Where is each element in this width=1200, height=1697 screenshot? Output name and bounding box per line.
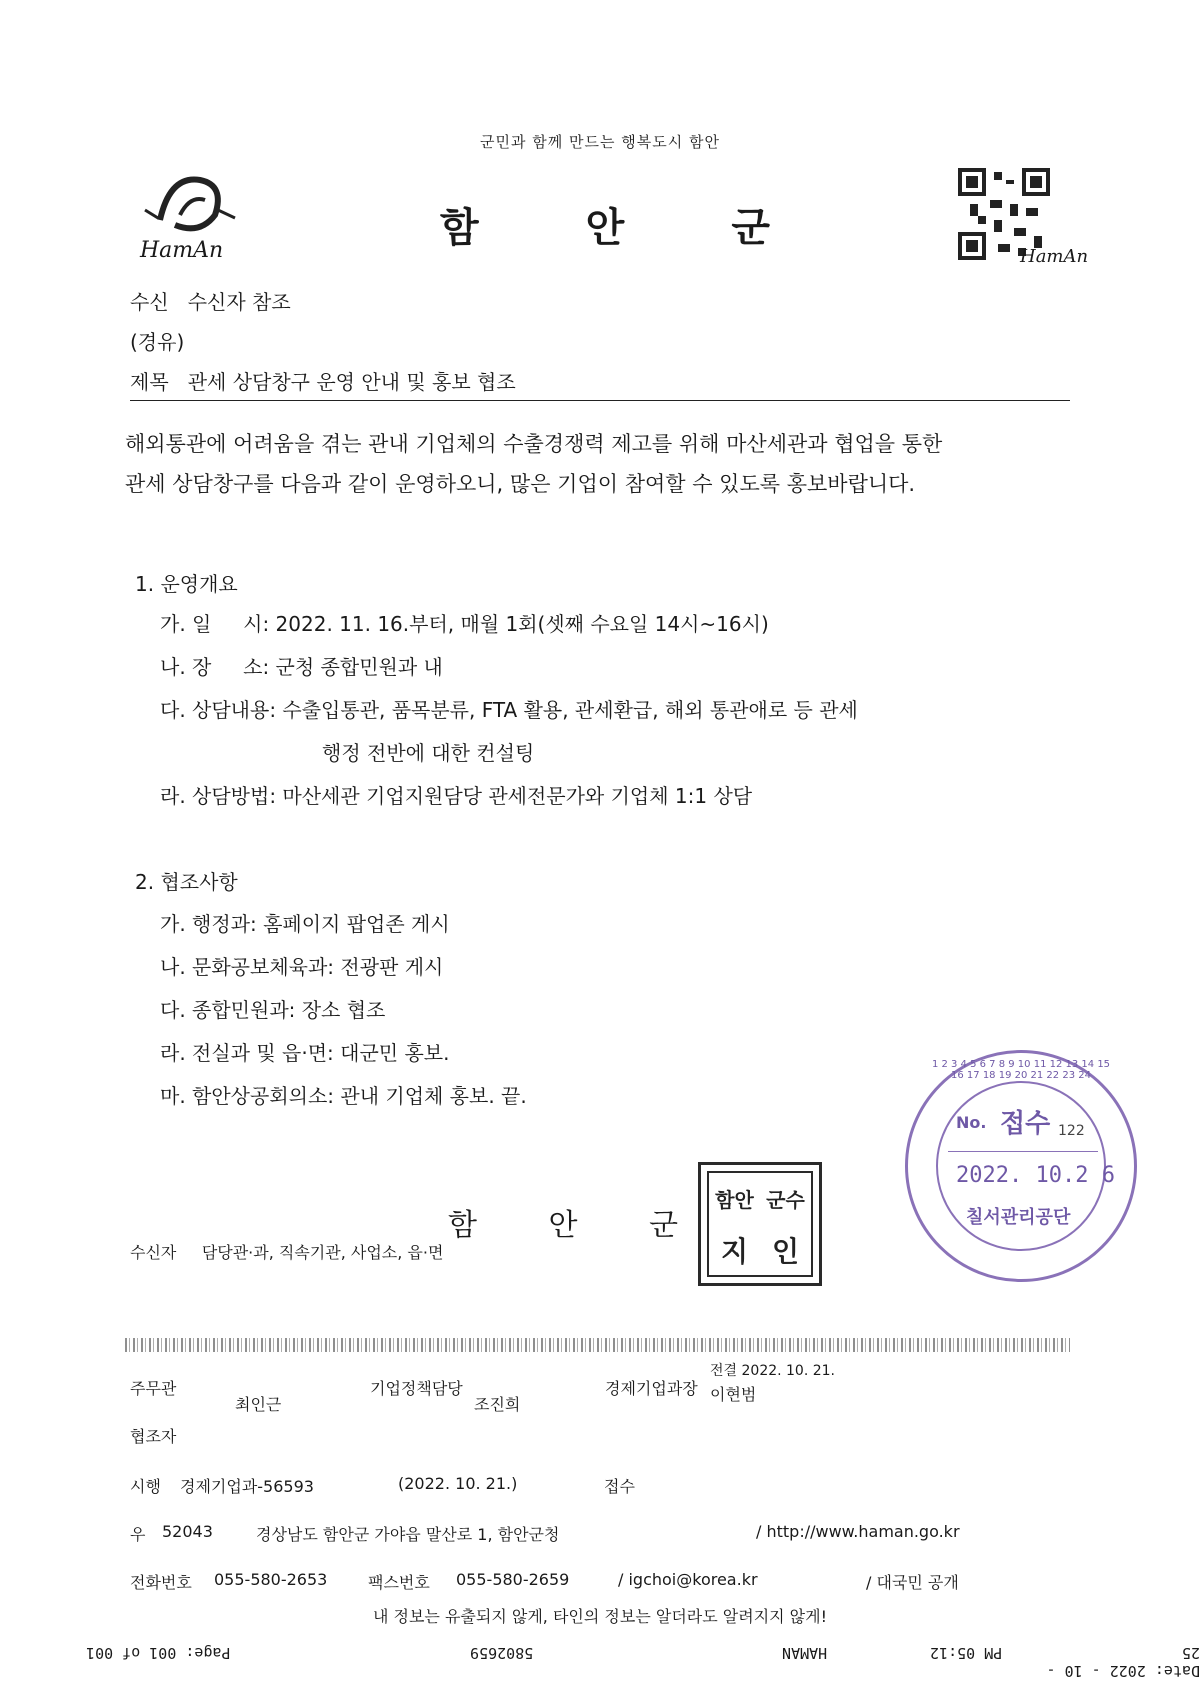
seal-char: 인 bbox=[771, 1234, 800, 1268]
approval-final: 전결 2022. 10. 21. bbox=[710, 1363, 836, 1379]
recipient-line bbox=[130, 286, 291, 315]
receipt-number: 122 bbox=[1058, 1123, 1085, 1139]
intro-line: 관세 상담창구를 다음과 같이 운영하오니, 많은 기업이 참여할 수 있도록 홍보바랍니다. bbox=[125, 472, 916, 496]
receipt-divider bbox=[948, 1151, 1098, 1152]
recipients-label: 수신자 bbox=[130, 1243, 177, 1262]
fax-number: 055-580-2659 bbox=[456, 1570, 570, 1589]
signature-name bbox=[448, 1200, 678, 1244]
logo-text: HamAn bbox=[140, 238, 224, 263]
section2-item: 나. 문화공보체육과: 전광판 게시 bbox=[160, 955, 444, 979]
section2-item: 다. 종합민원과: 장소 협조 bbox=[160, 998, 386, 1022]
intro-line: 해외통관에 어려움을 겪는 관내 기업체의 수출경쟁력 제고를 위해 마산세관과 협업을 통한 bbox=[125, 432, 943, 456]
receipt-title: 접수 bbox=[1000, 1109, 1051, 1139]
signature-char: 군 bbox=[649, 1208, 678, 1243]
fax-number-footer: 5802659 bbox=[470, 1644, 534, 1662]
org-char: 군 bbox=[731, 205, 770, 251]
recipient-label: 수신 bbox=[130, 290, 169, 314]
section1-item: 나. 장 소: 군청 종합민원과 내 bbox=[160, 655, 443, 679]
phone-number: 055-580-2653 bbox=[214, 1570, 328, 1589]
privacy-motto: 내 정보는 유출되지 않게, 타인의 정보는 알더라도 알려지지 않게! bbox=[372, 1607, 828, 1626]
subject-label: 제목 bbox=[130, 370, 169, 394]
org-name bbox=[440, 196, 770, 253]
enforce-date: (2022. 10. 21.) bbox=[398, 1474, 518, 1493]
signature-char: 함 bbox=[448, 1208, 477, 1243]
approval-name: 이현범 bbox=[710, 1385, 757, 1404]
section2-item: 라. 전실과 및 읍·면: 대군민 홍보. bbox=[160, 1041, 450, 1065]
official-seal bbox=[698, 1162, 822, 1286]
scan-noise-bar bbox=[125, 1338, 1070, 1352]
approval-role: 주무관 bbox=[130, 1379, 177, 1398]
slogan: 군민과 함께 만드는 행복도시 함안 bbox=[480, 133, 720, 151]
seal-char: 지 bbox=[720, 1234, 749, 1268]
fax-page: Page: 001 of 001 bbox=[86, 1644, 231, 1662]
approval-role: 기업정책담당 bbox=[370, 1379, 463, 1398]
disclosure: / 대국민 공개 bbox=[866, 1573, 959, 1592]
section2-title: 2. 협조사항 bbox=[135, 870, 238, 894]
receive-label: 접수 bbox=[604, 1477, 635, 1496]
fax-time: PM 05:12 bbox=[930, 1644, 1003, 1662]
section1-item: 라. 상담방법: 마산세관 기업지원담당 관세전문가와 기업체 1:1 상담 bbox=[160, 784, 753, 808]
zip-code: 52043 bbox=[162, 1522, 213, 1541]
fax-date: Date: 2022 - 10 - 25 bbox=[1046, 1644, 1200, 1680]
phone-label: 전화번호 bbox=[130, 1573, 192, 1592]
recipients-value: 담당관·과, 직속기관, 사업소, 읍·면 bbox=[201, 1243, 444, 1262]
zip-label: 우 bbox=[130, 1525, 146, 1544]
enforce-label: 시행 bbox=[130, 1477, 161, 1496]
section1-title: 1. 운영개요 bbox=[135, 572, 238, 596]
homepage-link[interactable]: / http://www.haman.go.kr bbox=[756, 1522, 960, 1541]
receipt-no-label: No. bbox=[956, 1113, 987, 1132]
enforce-doc-no: 경제기업과-56593 bbox=[180, 1477, 314, 1496]
signature-char: 안 bbox=[548, 1208, 578, 1243]
recipient-value: 수신자 참조 bbox=[187, 290, 291, 314]
address: 경상남도 함안군 가야읍 말산로 1, 함안군청 bbox=[256, 1525, 560, 1544]
org-char: 함 bbox=[440, 205, 479, 251]
section1-item: 가. 일 시: 2022. 11. 16.부터, 매월 1회(셋째 수요일 14시~16시) bbox=[160, 612, 769, 636]
via-line: (경유) bbox=[130, 330, 185, 354]
approval-name: 최인근 bbox=[235, 1395, 282, 1414]
fax-footer bbox=[0, 1640, 1200, 1680]
section2-item: 가. 행정과: 홈페이지 팝업존 게시 bbox=[160, 912, 450, 936]
recipients-line bbox=[130, 1240, 443, 1263]
approval-role: 경제기업과장 bbox=[605, 1379, 698, 1398]
section2-item: 마. 함안상공회의소: 관내 기업체 홍보. 끝. bbox=[160, 1084, 527, 1108]
seal-char: 군수 bbox=[766, 1188, 805, 1212]
email-link[interactable]: / igchoi@korea.kr bbox=[618, 1570, 758, 1589]
coop-label: 협조자 bbox=[130, 1427, 177, 1446]
receipt-date: 2022. 10.2 6 bbox=[956, 1163, 1115, 1188]
subject-divider bbox=[130, 400, 1070, 401]
org-char: 안 bbox=[585, 205, 625, 251]
receipt-org: 칠서관리공단 bbox=[966, 1207, 1071, 1228]
seal-char: 함안 bbox=[715, 1188, 754, 1212]
section1-item: 다. 상담내용: 수출입통관, 품목분류, FTA 활용, 관세환급, 해외 통관애로 등 관세 bbox=[160, 698, 858, 722]
approval-name: 조진희 bbox=[474, 1395, 521, 1414]
receipt-stamp bbox=[905, 1050, 1137, 1282]
receipt-ring-numbers: 1 2 3 4 5 6 7 8 9 10 11 12 13 14 15 16 17 18 19 20 21 22 23 24 bbox=[931, 1059, 1111, 1081]
qr-text: HamAn bbox=[1020, 246, 1089, 267]
fax-sender: HAMAN bbox=[782, 1644, 828, 1662]
section1-item-cont: 행정 전반에 대한 컨설팅 bbox=[322, 741, 535, 765]
fax-label: 팩스번호 bbox=[368, 1573, 430, 1592]
subject-value: 관세 상담창구 운영 안내 및 홍보 협조 bbox=[187, 370, 516, 394]
subject-line bbox=[130, 366, 516, 395]
